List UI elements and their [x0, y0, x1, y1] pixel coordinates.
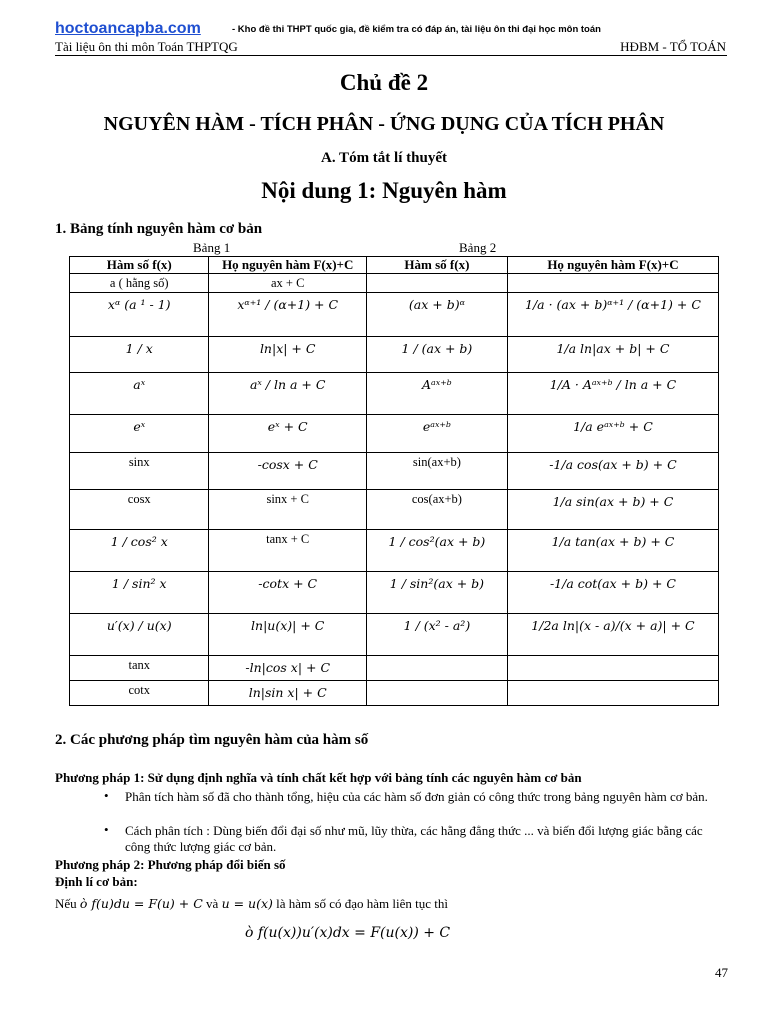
table-cell	[507, 453, 718, 490]
theorem-formula-1: ò f(u)du = F(u) + C	[79, 896, 203, 911]
method-2-title: Phương pháp 2: Phương pháp đổi biến số	[55, 857, 286, 872]
table-row	[70, 337, 719, 373]
site-description: - Kho đề thi THPT quốc gia, đề kiểm tra có đáp án, tài liệu ôn thi đại học môn toán	[232, 24, 601, 35]
cell-text: 1/a · (ax + b)ᵅ⁺¹ / (α+1) + C	[525, 297, 701, 312]
cell-text: eˣ + C	[267, 419, 308, 434]
table-cell	[209, 681, 366, 706]
table-row	[70, 656, 719, 681]
table-cell	[507, 681, 718, 706]
table-cell	[70, 681, 209, 706]
table-cell	[209, 274, 366, 293]
method-1-title: Phương pháp 1: Sử dụng định nghĩa và tính chất kết hợp với bảng tính các nguyên hàm cơ bản	[55, 770, 582, 785]
table-cell	[209, 373, 366, 415]
cell-text: -ln|cos x| + C	[245, 660, 331, 675]
content-title: Nội dung 1: Nguyên hàm	[261, 178, 507, 203]
table-header: Họ nguyên hàm F(x)+C	[209, 257, 366, 274]
table-cell	[366, 293, 507, 337]
cell-text: Aᵃˣ⁺ᵇ	[422, 377, 452, 392]
section-1-heading: 1. Bảng tính nguyên hàm cơ bản	[55, 221, 263, 237]
cell-text: (ax + b)ᵅ	[408, 297, 465, 312]
table-row	[70, 293, 719, 337]
table-cell	[209, 453, 366, 490]
table-cell	[70, 453, 209, 490]
table-cell	[70, 274, 209, 293]
cell-text: 1/a eᵃˣ⁺ᵇ + C	[573, 419, 653, 434]
table-row	[70, 490, 719, 530]
table-cell	[366, 453, 507, 490]
cell-text: eᵃˣ⁺ᵇ	[422, 419, 451, 434]
table-cell	[507, 415, 718, 453]
table-cell	[209, 337, 366, 373]
cell-text: sin(ax+b)	[412, 455, 461, 469]
table-1-caption: Bảng 1	[193, 240, 231, 255]
theorem-if: Nếu	[55, 896, 77, 911]
cell-text: ln|u(x)| + C	[251, 618, 325, 633]
table-cell	[507, 490, 718, 530]
cell-text: sinx + C	[266, 492, 309, 506]
topic-heading: Chủ đề 2	[339, 70, 429, 95]
cell-text: a ( hằng số)	[109, 276, 169, 290]
table-cell	[507, 614, 718, 656]
method-1-bullet: Phân tích hàm số đã cho thành tổng, hiệu của các hàm số đơn giản có công thức trong bảng nguyên hàm cơ bản.	[125, 789, 708, 804]
table-cell	[366, 656, 507, 681]
table-cell	[366, 572, 507, 614]
substitution-formula: ò f(u(x))u′(x)dx = F(u(x)) + C	[245, 925, 451, 941]
cell-text: xᵅ⁺¹ / (α+1) + C	[237, 297, 339, 312]
table-cell	[70, 373, 209, 415]
table-header: Hàm số f(x)	[366, 257, 507, 274]
cell-text: sinx	[128, 455, 150, 469]
table-cell	[366, 490, 507, 530]
table-cell	[209, 614, 366, 656]
cell-text: 1/2a ln|(x - a)/(x + a)| + C	[531, 618, 695, 633]
header-right: HĐBM - TỔ TOÁN	[620, 39, 726, 54]
theorem-formula-2: u = u(x)	[221, 896, 273, 911]
table-header-row	[70, 257, 719, 274]
table-cell	[70, 293, 209, 337]
table-cell	[507, 656, 718, 681]
cell-text: xᵅ (a ¹ - 1)	[107, 297, 171, 312]
cell-text	[369, 681, 505, 685]
table-row	[70, 373, 719, 415]
header-divider	[55, 55, 727, 56]
table-cell	[366, 415, 507, 453]
cell-text: cos(ax+b)	[411, 492, 462, 506]
theorem-statement	[55, 896, 448, 912]
theorem-and: và	[206, 896, 219, 911]
cell-text	[510, 656, 716, 660]
table-cell	[209, 293, 366, 337]
cell-text: 1 / sin²(ax + b)	[389, 576, 485, 591]
table-cell	[70, 572, 209, 614]
table-row	[70, 453, 719, 490]
cell-text: 1 / (x² - a²)	[403, 618, 471, 633]
table-cell	[507, 293, 718, 337]
cell-text: aˣ / ln a + C	[249, 377, 326, 392]
cell-text: -1/a cos(ax + b) + C	[549, 457, 677, 472]
bullet-dot: •	[104, 788, 109, 803]
cell-text: ln|x| + C	[259, 341, 316, 356]
main-title: NGUYÊN HÀM - TÍCH PHÂN - ỨNG DỤNG CỦA TÍCH PHÂN	[103, 113, 665, 135]
cell-text: 1/a ln|ax + b| + C	[556, 341, 670, 356]
cell-text: 1/a sin(ax + b) + C	[552, 494, 674, 509]
table-cell	[209, 530, 366, 572]
header-left: Tài liệu ôn thi môn Toán THPTQG	[55, 39, 238, 54]
table-cell	[70, 415, 209, 453]
table-cell	[366, 373, 507, 415]
table-header: Họ nguyên hàm F(x)+C	[507, 257, 718, 274]
cell-text: 1 / sin² x	[111, 576, 167, 591]
method-1-bullet: Cách phân tích : Dùng biến đổi đại số như mũ, lũy thừa, các hằng đẳng thức ... và biến đổi lượng giác bằng các công thức lượng giác cơ bản.	[125, 823, 703, 854]
table-cell	[507, 530, 718, 572]
table-cell	[70, 656, 209, 681]
cell-text: -1/a cot(ax + b) + C	[549, 576, 676, 591]
table-row	[70, 530, 719, 572]
table-row	[70, 572, 719, 614]
table-2-caption: Bảng 2	[459, 240, 497, 255]
theorem-title: Định lí cơ bản:	[55, 874, 138, 889]
cell-text: ax + C	[270, 276, 305, 290]
table-cell	[70, 490, 209, 530]
cell-text: cosx	[127, 492, 151, 506]
cell-text: tanx	[128, 658, 150, 672]
table-cell	[507, 373, 718, 415]
cell-text: u′(x) / u(x)	[106, 618, 172, 633]
cell-text	[369, 274, 505, 276]
page-number: 47	[715, 965, 728, 980]
table-row	[70, 274, 719, 293]
bullet-dot: •	[104, 822, 109, 837]
table-cell	[366, 681, 507, 706]
table-cell	[366, 530, 507, 572]
cell-text: -cotx + C	[258, 576, 318, 591]
table-cell	[209, 656, 366, 681]
cell-text: 1/A · Aᵃˣ⁺ᵇ / ln a + C	[549, 377, 677, 392]
table-row	[70, 415, 719, 453]
table-body	[70, 274, 719, 706]
cell-text: cotx	[128, 683, 150, 697]
table-cell	[209, 490, 366, 530]
table-cell	[70, 614, 209, 656]
cell-text	[510, 681, 716, 685]
antiderivative-table	[69, 256, 719, 706]
table-cell	[70, 337, 209, 373]
cell-text: ln|sin x| + C	[248, 685, 327, 700]
cell-text	[369, 656, 505, 660]
theorem-tail: là hàm số có đạo hàm liên tục thì	[276, 896, 448, 911]
cell-text: 1 / x	[125, 341, 153, 356]
cell-text: eˣ	[133, 419, 146, 434]
table-header: Hàm số f(x)	[70, 257, 209, 274]
table-cell	[70, 530, 209, 572]
table-cell	[507, 572, 718, 614]
table-cell	[209, 415, 366, 453]
section-2-heading: 2. Các phương pháp tìm nguyên hàm của hàm số	[55, 732, 369, 748]
table-cell	[366, 274, 507, 293]
table-cell	[209, 572, 366, 614]
site-link[interactable]: hoctoancapba.com	[55, 20, 201, 37]
cell-text: 1 / cos²(ax + b)	[388, 534, 486, 549]
cell-text: -cosx + C	[257, 457, 318, 472]
table-cell	[366, 614, 507, 656]
table-cell	[507, 337, 718, 373]
cell-text: 1 / (ax + b)	[401, 341, 473, 356]
table-cell	[366, 337, 507, 373]
table-cell	[507, 274, 718, 293]
cell-text: tanx + C	[266, 532, 310, 546]
cell-text: 1/a tan(ax + b) + C	[551, 534, 675, 549]
table-row	[70, 614, 719, 656]
cell-text	[510, 274, 716, 276]
cell-text: 1 / cos² x	[110, 534, 168, 549]
summary-heading: A. Tóm tắt lí thuyết	[321, 150, 447, 166]
cell-text: aˣ	[133, 377, 146, 392]
table-row	[70, 681, 719, 706]
